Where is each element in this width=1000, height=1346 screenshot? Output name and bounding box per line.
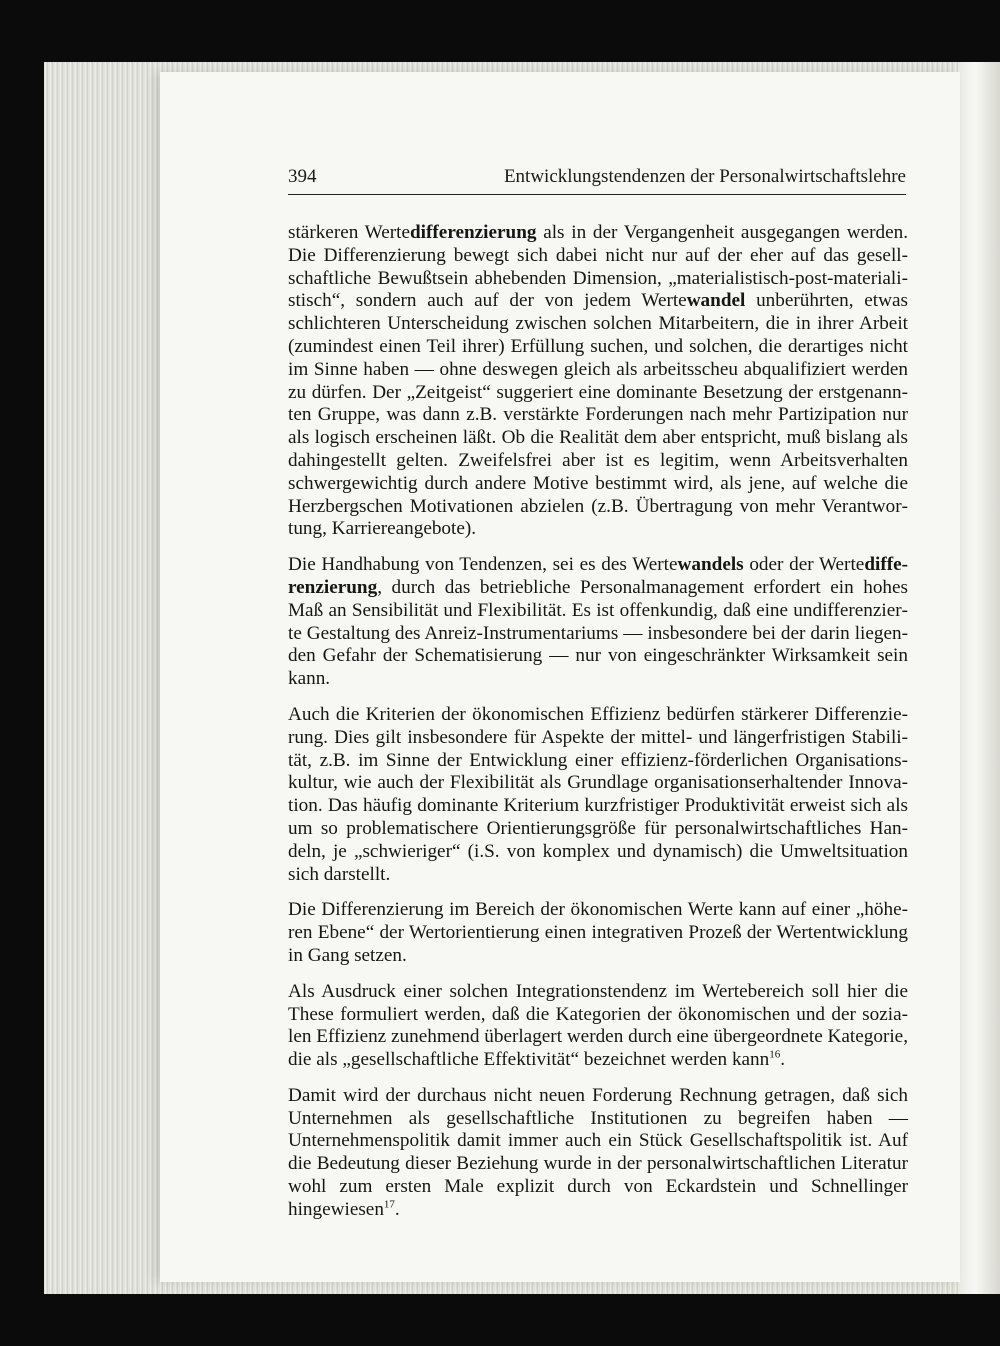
text-run: Als Ausdruck einer solchen Integrationstendenz im Wertebereich soll hier die These formuliert werden, daß die Kategorien der ökonomischen und der sozialen Effizienz zunehmend überlagert werden durch eine übergeordnete Kategorie, die als „gesellschaftliche Effektivität“ bezeichnet werden kann	[288, 980, 908, 1071]
emphasis-term: wandel	[686, 290, 746, 312]
running-title: Entwicklungstendenzen der Personalwirtschaftslehre	[503, 166, 906, 187]
paragraph	[288, 899, 908, 967]
emphasis-term: differenzierung	[288, 554, 909, 598]
text-run: unberührten, etwas schlichteren Unterscheidung zwischen solchen Mitarbeitern, die in ihrer Arbeit (zumindest einen Teil ihrer) Erfüllung suchen, und solchen, die derartiges nicht im Sinne haben — ohne deswegen gleich als arbeitsscheu abqualifiziert werden zu dürfen. Der „Zeitgeist“ suggeriert eine dominante Besetzung der erstgenannten Gruppe, was dann z.B. verstärkte Forderungen nach mehr Partizipation nur als logisch erscheinen läßt. Ob die Realität dem aber entspricht, muß bislang als dahingestellt gelten. Zweifelsfrei aber ist es legitim, wenn Arbeitsverhalten schwergewichtig durch andere Motive bestimmt wird, als jene, auf welche die Herzbergschen Motivationen abzielen (z.B. Übertragung von mehr Verantwortung, Karriereangebote).	[288, 290, 908, 540]
body-text	[288, 222, 908, 1235]
paragraph	[288, 704, 908, 886]
text-run: Die Handhabung von Tendenzen, sei es des Werte	[288, 554, 678, 576]
text-run: , durch das betriebliche Personalmanagement erfordert ein hohes Maß an Sensibilität und Flexibilität. Es ist offenkundig, daß eine undifferenzierte Gestaltung des Anreiz-Instrumentariums — insbesondere bei der darin liegenden Gefahr der Schematisierung — nur von eingeschränkter Wirksamkeit sein kann.	[288, 576, 908, 690]
emphasis-term: differenzierung	[410, 222, 537, 243]
right-page-edge	[958, 62, 1000, 1294]
text-run: stärkeren Werte	[288, 222, 411, 243]
paragraph	[288, 222, 908, 541]
paragraph	[288, 1085, 908, 1222]
emphasis-term: wandels	[677, 554, 744, 576]
paragraph	[288, 554, 908, 691]
page-number: 394	[288, 166, 317, 187]
text-run: Damit wird der durchaus nicht neuen Forderung Rechnung getragen, daß sich Unternehmen als gesellschaftliche Institutionen zu begreifen haben — Unternehmenspolitik damit immer auch ein Stück Gesellschaftspolitik ist. Auf die Bedeutung dieser Beziehung wurde in der personalwirtschaftlichen Literatur wohl zum ersten Male explizit durch von Eckardstein und Schnellinger hingewiesen	[288, 1084, 908, 1220]
footnote-ref: 16	[769, 1048, 781, 1061]
text-run: oder der Werte	[743, 554, 865, 576]
footnote-ref: 17	[383, 1198, 395, 1211]
text-run: Auch die Kriterien der ökonomischen Effizienz bedürfen stärkerer Differenzierung. Dies gilt insbesondere für Aspekte der mittel- und längerfristigen Stabilität, z.B. im Sinne der Entwicklung einer effizienz-förderlichen Organisationskultur, wie auch der Flexibilität als Grundlage organisationserhaltender Innovation. Das häufig dominante Kriterium kurzfristiger Produktivität erweist sich als um so problematischere Orientierungsgröße für personalwirtschaftliches Handeln, je „schwieriger“ (i.S. von komplex und dynamisch) die Umweltsituation sich darstellt.	[288, 703, 908, 885]
text-run: .	[394, 1198, 400, 1220]
paragraph	[288, 981, 908, 1072]
text-run: .	[780, 1049, 786, 1071]
text-run: als in der Vergangenheit ausgegangen werden. Die Differenzierung bewegt sich dabei nicht nur auf der eher auf das gesellschaftliche Bewußtsein abhebenden Dimension, „materialistisch-post-materialistisch“, sondern auch auf der von jedem Werte	[288, 222, 909, 312]
page-header	[288, 164, 906, 195]
text-run: Die Differenzierung im Bereich der ökonomischen Werte kann auf einer „höheren Ebene“ der Wertorientierung einen integrativen Prozeß der Wertentwicklung in Gang setzen.	[288, 899, 908, 966]
